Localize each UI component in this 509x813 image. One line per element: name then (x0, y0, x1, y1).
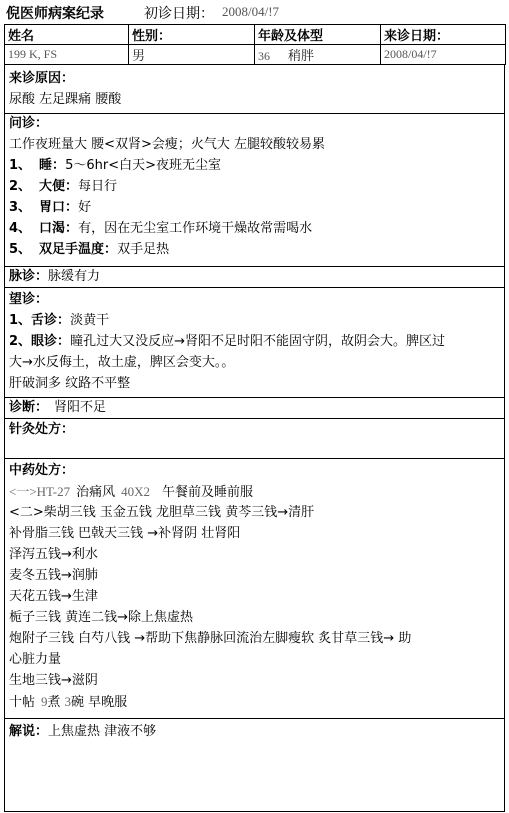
patient-info-value-row (5, 45, 506, 65)
reason-label: 来诊原因： (9, 71, 75, 86)
inquiry-item: 5、 双足手温度：双手足热 (9, 242, 170, 257)
patient-info-header-row (5, 25, 506, 45)
inquiry-section (4, 113, 505, 267)
inquiry-item: 2、 大便：每日行 (9, 179, 118, 194)
herbal-line: 栀子三钱 黄连二钱→除上焦虚热 (9, 610, 194, 625)
herbal-line: 天花五钱→生津 (9, 589, 98, 604)
herbal-line: <二>柴胡三钱 玉金五钱 龙胆草三钱 黄芩三钱→清肝 (9, 505, 315, 520)
inquiry-summary: 工作夜班量大 腰<双肾>会瘦；火气大 左腿较酸较易累 (9, 137, 326, 152)
diagnosis-label: 诊断： (9, 400, 49, 415)
patient-visit-date: 2008/04/!7 (381, 45, 506, 65)
pulse-section (4, 266, 505, 288)
medical-record-page (4, 0, 505, 813)
record-title: 倪医师病案纪录 (6, 6, 104, 22)
record-header (4, 0, 505, 24)
patient-age: 36 (258, 49, 270, 63)
name-header: 姓名 (5, 25, 129, 45)
herbal-line: 泽泻五钱→利水 (9, 547, 98, 562)
eye-diagnosis: 2、眼诊：瞳孔过大又没反应→肾阳不足时阳不能固守阴，故阴会大。脾区过 (9, 334, 445, 349)
herbal-line: 麦冬五钱→润肺 (9, 568, 98, 583)
visit-date-header: 来诊日期： (381, 25, 506, 45)
first-visit-label: 初诊日期： (144, 6, 214, 22)
reason-section (4, 65, 505, 114)
inspection-label: 望诊： (9, 292, 49, 307)
patient-gender: 男 (129, 45, 255, 65)
patient-info-table (4, 24, 506, 65)
herbal-line: 心脏力量 (9, 652, 62, 667)
herbal-line: 补骨脂三钱 巴戟天三钱 →补肾阴 壮肾阳 (9, 526, 241, 541)
inquiry-item: 4、 口渴：有，因在无尘室工作环境干燥故常需喝水 (9, 221, 313, 236)
explanation-text: 上焦虚热 津液不够 (48, 724, 157, 739)
gender-header: 性别： (129, 25, 255, 45)
patient-name: 199 K, FS (5, 45, 129, 65)
inquiry-item: 1、 睡：5～6hr<白天>夜班无尘室 (9, 158, 221, 173)
age-header: 年龄及体型 (255, 25, 381, 45)
herbal-section (4, 458, 505, 719)
herbal-line: 炮附子三钱 白芍八钱 →帮助下焦静脉回流治左脚瘦软 炙甘草三钱→ 助 (9, 631, 412, 646)
explanation-label: 解说： (9, 724, 49, 739)
acupuncture-label: 针灸处方： (9, 422, 75, 437)
inspection-extra: 肝破洞多 纹路不平整 (9, 376, 131, 391)
explanation-section (4, 718, 505, 812)
herbal-label: 中药处方： (9, 463, 75, 478)
herbal-line: 生地三钱→滋阴 (9, 673, 98, 688)
acupuncture-section (4, 418, 505, 459)
eye-diagnosis-cont: 大→水反侮土，故土虚，脾区会变大。。 (9, 355, 235, 370)
herbal-rx-1: <一>HT-27 治痛风 40X2 午餐前及睡前服 (9, 484, 254, 500)
patient-body-type: 稍胖 (288, 49, 315, 64)
pulse-label: 脉诊： (9, 269, 49, 284)
diagnosis-section (4, 397, 505, 419)
herbal-dosing: 十帖 9煮 3碗 早晚服 (9, 694, 128, 710)
inquiry-item: 3、 胃口：好 (9, 200, 92, 215)
tongue-diagnosis: 1、舌诊：淡黄干 (9, 313, 110, 328)
inquiry-label: 问诊： (9, 116, 49, 131)
pulse-text: 脉缓有力 (48, 269, 101, 284)
reason-text: 尿酸 左足踝痛 腰酸 (9, 92, 122, 107)
patient-age-body (255, 45, 381, 65)
diagnosis-text: 肾阳不足 (54, 400, 107, 415)
inspection-section (4, 287, 505, 398)
first-visit-date: 2008/04/!7 (222, 4, 280, 19)
